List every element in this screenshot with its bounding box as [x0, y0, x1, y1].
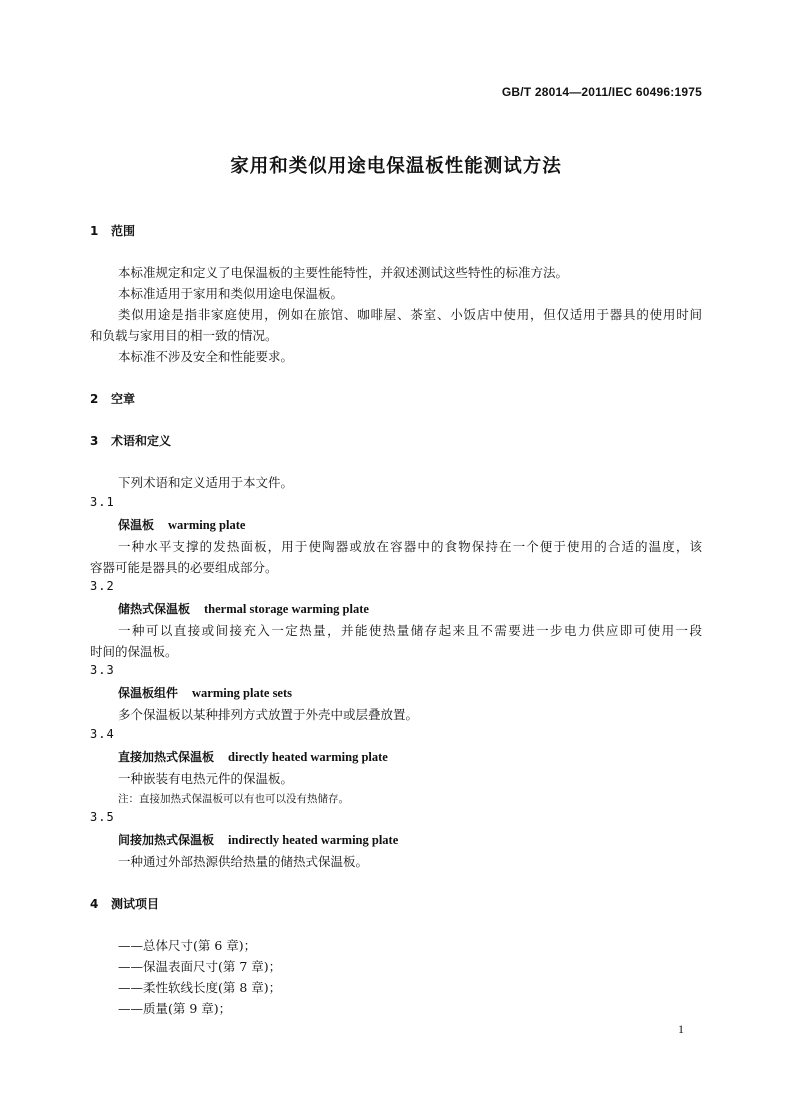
section-4-title: 测试项目: [111, 897, 160, 911]
term-3-5-chinese: 间接加热式保温板: [118, 833, 215, 847]
test-item: ——质量(第 9 章)；: [118, 1001, 232, 1016]
section-1-number: 1: [90, 224, 99, 238]
term-3-1-definition-line-2: 容器可能是器具的必要组成部分。: [90, 560, 278, 575]
section-1-paragraph-1: 本标准规定和定义了电保温板的主要性能特性，并叙述测试这些特性的标准方法。: [118, 265, 569, 280]
term-3-3-definition: 多个保温板以某种排列方式放置于外壳中或层叠放置。: [118, 707, 419, 722]
section-3-title: 术语和定义: [111, 434, 172, 448]
term-3-3-number: 3.3: [90, 663, 115, 677]
test-item: ——柔性软线长度(第 8 章)；: [118, 980, 282, 995]
term-3-5-heading: [118, 831, 398, 848]
section-1-paragraph-4: 本标准不涉及安全和性能要求。: [118, 349, 294, 364]
term-3-4-english: directly heated warming plate: [228, 750, 388, 764]
section-3-number: 3: [90, 434, 99, 448]
section-4-heading: [90, 895, 159, 912]
term-3-3-english: warming plate sets: [192, 686, 293, 700]
section-1-title: 范围: [111, 224, 136, 238]
term-3-1-english: warming plate: [168, 518, 246, 532]
term-3-1-chinese: 保温板: [118, 518, 155, 532]
section-1-paragraph-2: 本标准适用于家用和类似用途电保温板。: [118, 286, 344, 301]
term-3-1-number: 3.1: [90, 495, 115, 509]
term-3-2-number: 3.2: [90, 579, 115, 593]
section-1-heading: [90, 222, 135, 239]
term-3-4-definition: 一种嵌装有电热元件的保温板。: [118, 771, 294, 786]
page-number: 1: [678, 1022, 684, 1036]
term-3-2-chinese: 储热式保温板: [118, 602, 191, 616]
term-3-5-number: 3.5: [90, 810, 115, 824]
section-3-heading: [90, 432, 171, 449]
section-1-paragraph-3-line-2: 和负载与家用目的相一致的情况。: [90, 328, 278, 343]
section-4-number: 4: [90, 897, 99, 911]
term-3-1-definition-line-1: 一种水平支撑的发热面板，用于使陶器或放在容器中的食物保持在一个便于使用的合适的温度，该: [118, 539, 702, 554]
section-1-paragraph-3-line-1: 类似用途是指非家庭使用，例如在旅馆、咖啡屋、茶室、小饭店中使用，但仅适用于器具的使用时间: [118, 307, 702, 322]
term-3-3-heading: [118, 684, 292, 701]
section-2-title: 空章: [111, 392, 136, 406]
term-3-2-english: thermal storage warming plate: [204, 602, 369, 616]
section-3-intro: 下列术语和定义适用于本文件。: [118, 475, 294, 490]
term-3-5-english: indirectly heated warming plate: [228, 833, 399, 847]
test-item: ——总体尺寸(第 6 章)；: [118, 938, 257, 953]
test-item: ——保温表面尺寸(第 7 章)；: [118, 959, 282, 974]
document-title: 家用和类似用途电保温板性能测试方法: [230, 156, 562, 177]
term-3-2-definition-line-2: 时间的保温板。: [90, 644, 178, 659]
term-3-5-definition: 一种通过外部热源供给热量的储热式保温板。: [118, 854, 369, 869]
term-3-4-chinese: 直接加热式保温板: [118, 750, 215, 764]
term-3-4-number: 3.4: [90, 727, 115, 741]
term-3-1-heading: [118, 516, 245, 533]
term-3-4-heading: [118, 748, 388, 765]
term-3-3-chinese: 保温板组件: [118, 686, 179, 700]
section-2-heading: [90, 390, 135, 407]
standard-code-header: GB/T 28014—2011/IEC 60496:1975: [501, 85, 702, 99]
term-3-4-note: 注：直接加热式保温板可以有也可以没有热储存。: [118, 793, 349, 805]
section-2-number: 2: [90, 392, 99, 406]
term-3-2-definition-line-1: 一种可以直接或间接充入一定热量，并能使热量储存起来且不需要进一步电力供应即可使用一段: [118, 623, 702, 638]
term-3-2-heading: [118, 600, 369, 617]
